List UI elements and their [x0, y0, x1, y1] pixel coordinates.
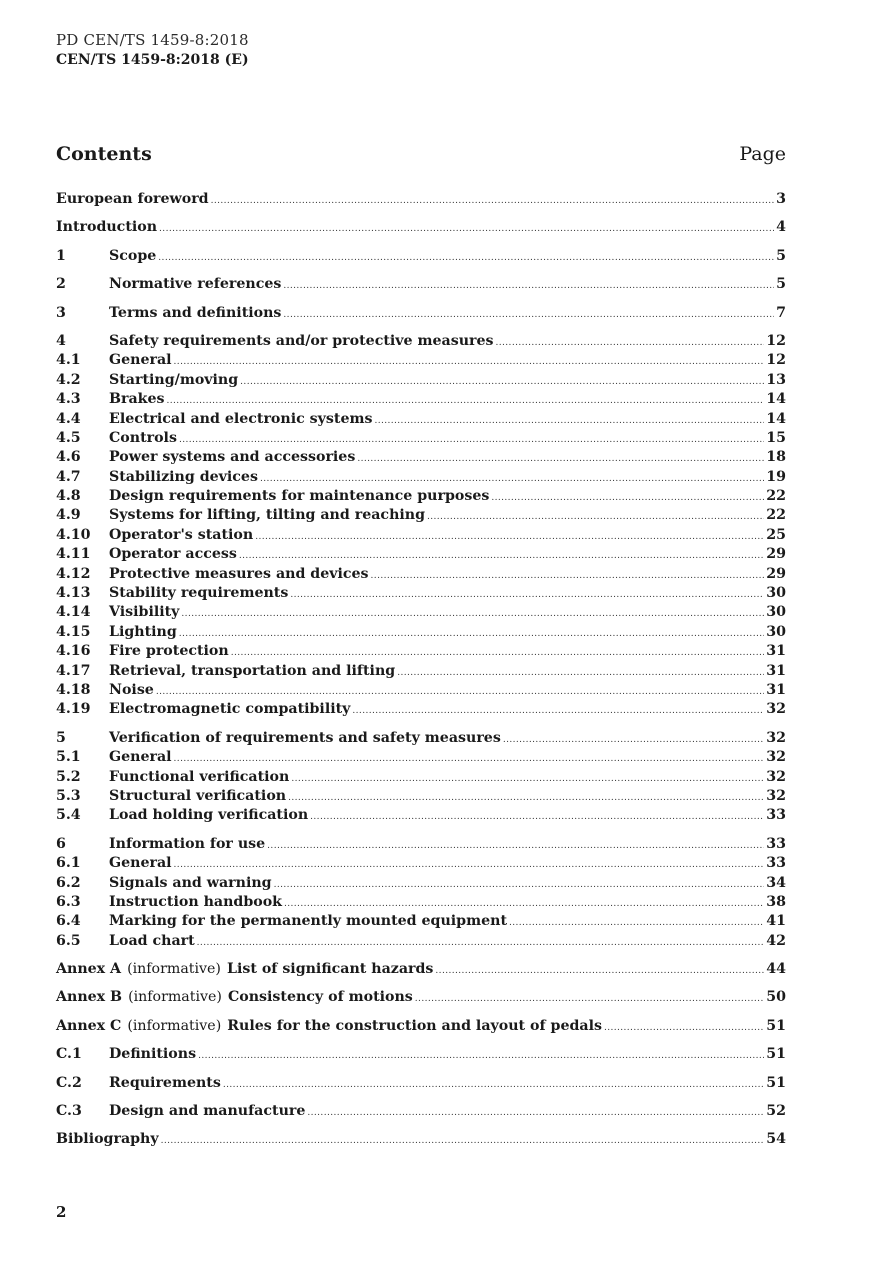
dot-leader [509, 914, 764, 933]
dot-leader [604, 1019, 764, 1038]
toc-entry-title: Noise [109, 681, 154, 698]
toc-entry-page: 25 [766, 526, 786, 543]
toc-entry-title: General [109, 749, 172, 766]
toc-entry-number: 6.5 [56, 932, 81, 949]
dot-leader [371, 567, 765, 586]
toc-entry-number: 4.17 [56, 662, 91, 679]
toc-entry-number: 4.2 [56, 371, 81, 388]
toc-entry-title: Normative references [109, 276, 282, 293]
toc-entry-page: 30 [766, 604, 786, 621]
dot-leader [197, 934, 765, 953]
toc-entry-title: Functional verification [109, 768, 290, 785]
toc-entry-title: Load chart [109, 932, 195, 949]
toc-entry-number: 6.1 [56, 855, 81, 872]
toc-entry-title: Marking for the permanently mounted equipment [109, 913, 508, 930]
toc-entry-title: Consistency of motions [227, 989, 413, 1006]
toc-entry-page: 22 [766, 507, 786, 524]
annex-label: Annex C [56, 1017, 122, 1034]
toc-entry-page: 33 [766, 835, 786, 852]
dot-leader [211, 192, 774, 211]
toc-entry-page: 30 [766, 585, 786, 602]
annex-informative-label: (informative) [128, 989, 222, 1006]
toc-entry-title: Introduction [56, 219, 158, 236]
dot-leader [223, 1076, 764, 1095]
dot-leader [267, 837, 764, 856]
toc-entry[interactable] [56, 960, 786, 979]
dot-leader [274, 876, 765, 895]
toc-entry-title: Structural verification [109, 787, 287, 804]
dot-leader [198, 1047, 764, 1066]
toc-entry-page: 19 [766, 468, 786, 485]
toc-entry-number: 2 [56, 276, 66, 293]
toc-entry-title: Scope [109, 247, 157, 264]
toc-entry[interactable] [56, 371, 786, 390]
toc-entry-number: 4.3 [56, 391, 81, 408]
dot-leader [415, 990, 764, 1009]
toc-entry[interactable] [56, 1102, 786, 1121]
toc-entry-title: Starting/moving [109, 371, 239, 388]
toc-entry-title: Information for use [109, 835, 266, 852]
toc-entry-page: 51 [766, 1074, 786, 1091]
toc-entry-number: 6.4 [56, 913, 81, 930]
toc-entry-page: 7 [776, 304, 786, 321]
toc-entry-page: 31 [766, 681, 786, 698]
toc-entry-page: 41 [766, 913, 786, 930]
toc-entry-number: 1 [56, 247, 66, 264]
toc-entry-title: General [109, 352, 172, 369]
toc-entry-number: 6.3 [56, 893, 81, 910]
toc-entry[interactable] [56, 506, 786, 525]
toc-entry-title: Design requirements for maintenance purposes [109, 488, 490, 505]
toc-entry-number: 4.4 [56, 410, 81, 427]
toc-entry-title: Controls [109, 429, 177, 446]
dot-leader [435, 962, 764, 981]
toc-entry-page: 13 [766, 371, 786, 388]
toc-entry-page: 42 [766, 932, 786, 949]
toc-entry-page: 14 [766, 391, 786, 408]
dot-leader [283, 277, 774, 296]
dot-leader [255, 528, 764, 547]
toc-entry[interactable] [56, 584, 786, 603]
toc-entry-number: 6 [56, 835, 66, 852]
toc-entry[interactable] [56, 526, 786, 545]
document-id-line-2: CEN/TS 1459-8:2018 (E) [56, 52, 249, 68]
toc-entry-title: Definitions [109, 1046, 197, 1063]
toc-entry-title: Visibility [109, 604, 180, 621]
dot-leader [240, 373, 764, 392]
dot-leader [307, 1104, 764, 1123]
toc-entry-page: 38 [766, 893, 786, 910]
toc-entry[interactable] [56, 912, 786, 931]
toc-entry-title: Stability requirements [109, 585, 289, 602]
annex-label: Annex B [56, 989, 123, 1006]
dot-leader [179, 625, 764, 644]
toc-entry[interactable] [56, 874, 786, 893]
toc-entry-title: Operator access [109, 546, 237, 563]
toc-entry-title: Systems for lifting, tilting and reaching [109, 507, 426, 524]
toc-entry-page: 5 [776, 276, 786, 293]
toc-entry-number: 4.13 [56, 585, 91, 602]
annex-label: Annex A [56, 961, 122, 978]
toc-entry-number: 4.12 [56, 565, 91, 582]
dot-leader [174, 353, 765, 372]
toc-entry[interactable] [56, 932, 786, 951]
toc-entry-title: Load holding verification [109, 807, 309, 824]
toc-entry-page: 51 [766, 1017, 786, 1034]
toc-entry-page: 32 [766, 787, 786, 804]
dot-leader [158, 249, 774, 268]
toc-entry[interactable] [56, 565, 786, 584]
dot-leader [283, 306, 774, 325]
toc-entry-page: 34 [766, 874, 786, 891]
toc-entry-number: 4.6 [56, 449, 81, 466]
dot-leader [181, 605, 764, 624]
toc-entry-title: Verification of requirements and safety measures [109, 729, 501, 746]
toc-entry-title: Signals and warning [109, 874, 272, 891]
toc-entry-number: 3 [56, 304, 66, 321]
toc-entry[interactable] [56, 545, 786, 564]
dot-leader [397, 664, 764, 683]
toc-entry[interactable] [56, 835, 786, 854]
toc-entry-number: 5.2 [56, 768, 81, 785]
toc-entry-number: 6.2 [56, 874, 81, 891]
toc-entry[interactable] [56, 410, 786, 429]
document-id-line-1: PD CEN/TS 1459-8:2018 [56, 31, 249, 49]
toc-entry-title: Safety requirements and/or protective measures [109, 332, 494, 349]
toc-entry-title: Electromagnetic compatibility [109, 701, 351, 718]
toc-entry[interactable] [56, 854, 786, 873]
toc-entry-title: Design and manufacture [109, 1103, 306, 1120]
toc-entry[interactable] [56, 218, 786, 237]
toc-entry-number: 4.9 [56, 507, 81, 524]
toc-entry[interactable] [56, 748, 786, 767]
toc-entry-title: Electrical and electronic systems [109, 410, 373, 427]
toc-entry-page: 44 [766, 961, 786, 978]
toc-entry-page: 30 [766, 623, 786, 640]
dot-leader [496, 334, 765, 353]
toc-entry[interactable] [56, 1074, 786, 1093]
toc-entry-number: 4.8 [56, 488, 81, 505]
toc-entry-page: 29 [766, 546, 786, 563]
toc-entry-title: Operator's station [109, 526, 254, 543]
toc-entry[interactable] [56, 1045, 786, 1064]
dot-leader [503, 731, 764, 750]
annex-informative-label: (informative) [127, 961, 221, 978]
toc-entry-number: C.2 [56, 1074, 82, 1091]
toc-entry-number: 4.7 [56, 468, 81, 485]
toc-entry[interactable] [56, 768, 786, 787]
toc-entry-title: List of significant hazards [226, 961, 434, 978]
toc-entry[interactable] [56, 275, 786, 294]
toc-entry[interactable] [56, 1017, 786, 1036]
toc-entry-page: 32 [766, 701, 786, 718]
toc-entry-number: 4.16 [56, 643, 91, 660]
toc-entry-page: 31 [766, 643, 786, 660]
toc-entry-page: 29 [766, 565, 786, 582]
dot-leader [427, 508, 764, 527]
toc-entry-page: 18 [766, 449, 786, 466]
toc-entry-number: 4.1 [56, 352, 81, 369]
toc-entry-page: 54 [766, 1131, 786, 1148]
toc-entry-page: 22 [766, 488, 786, 505]
toc-entry[interactable] [56, 390, 786, 409]
toc-entry-title: General [109, 855, 172, 872]
toc-entry[interactable] [56, 332, 786, 351]
toc-entry[interactable] [56, 429, 786, 448]
toc-entry[interactable] [56, 190, 786, 209]
dot-leader [159, 220, 774, 239]
toc-entry[interactable] [56, 603, 786, 622]
toc-entry-title: Rules for the construction and layout of pedals [227, 1017, 602, 1034]
toc-entry-page: 31 [766, 662, 786, 679]
page-column-label: Page [739, 143, 786, 165]
toc-entry[interactable] [56, 487, 786, 506]
dot-leader [491, 489, 764, 508]
toc-entry-page: 12 [766, 332, 786, 349]
toc-entry-page: 5 [776, 247, 786, 264]
toc-entry-title: Power systems and accessories [109, 449, 356, 466]
toc-entry-title: Instruction handbook [109, 893, 283, 910]
page-number: 2 [56, 1203, 67, 1221]
dot-leader [288, 789, 764, 808]
toc-entry[interactable] [56, 623, 786, 642]
toc-entry-number: 4.18 [56, 681, 91, 698]
toc-entry-page: 32 [766, 768, 786, 785]
toc-entry-page: 12 [766, 352, 786, 369]
toc-entry[interactable] [56, 988, 786, 1007]
toc-entry-title: Fire protection [109, 643, 229, 660]
toc-entry-page: 4 [776, 219, 786, 236]
toc-entry-page: 32 [766, 749, 786, 766]
toc-entry-page: 33 [766, 807, 786, 824]
toc-entry-page: 50 [766, 989, 786, 1006]
toc-entry[interactable] [56, 304, 786, 323]
toc-entry[interactable] [56, 729, 786, 748]
toc-entry[interactable] [56, 681, 786, 700]
dot-leader [291, 770, 764, 789]
toc-entry[interactable] [56, 448, 786, 467]
toc-entry[interactable] [56, 1130, 786, 1149]
toc-entry-number: C.1 [56, 1046, 82, 1063]
toc-entry[interactable] [56, 662, 786, 681]
toc-entry-title: Bibliography [56, 1131, 159, 1148]
dot-leader [352, 702, 764, 721]
annex-informative-label: (informative) [127, 1017, 222, 1034]
toc-entry-number: 4.11 [56, 546, 91, 563]
toc-entry-page: 14 [766, 410, 786, 427]
toc-entry-title: Retrieval, transportation and lifting [109, 662, 396, 679]
dot-leader [161, 1132, 765, 1151]
toc-entry-title: Terms and definitions [109, 304, 282, 321]
toc-entry-number: 4.10 [56, 526, 91, 543]
toc-entry-page: 15 [766, 429, 786, 446]
toc-entry-number: 5.1 [56, 749, 81, 766]
toc-entry-number: C.3 [56, 1103, 82, 1120]
toc-entry-number: 4.19 [56, 701, 91, 718]
toc-entry-page: 52 [766, 1103, 786, 1120]
toc-entry-page: 32 [766, 729, 786, 746]
contents-heading: Contents [56, 143, 152, 165]
toc-entry-number: 5.3 [56, 787, 81, 804]
toc-entry[interactable] [56, 806, 786, 825]
dot-leader [357, 450, 764, 469]
toc-entry-title: European foreword [56, 191, 209, 207]
toc-entry-page: 33 [766, 855, 786, 872]
toc-entry-number: 5 [56, 729, 66, 746]
toc-entry[interactable] [56, 787, 786, 806]
toc-entry-number: 4.5 [56, 429, 81, 446]
dot-leader [310, 808, 764, 827]
toc-entry-page: 51 [766, 1046, 786, 1063]
toc-entry-number: 4.14 [56, 604, 91, 621]
dot-leader [290, 586, 764, 605]
toc-entry-number: 4 [56, 332, 66, 349]
toc-entry[interactable] [56, 893, 786, 912]
toc-entry[interactable] [56, 700, 786, 719]
toc-entry-number: 5.4 [56, 807, 81, 824]
dot-leader [374, 412, 764, 431]
toc-entry-page: 3 [776, 191, 786, 207]
toc-entry[interactable] [56, 247, 786, 266]
toc-entry-title: Protective measures and devices [109, 565, 369, 582]
toc-entry-title: Requirements [109, 1074, 221, 1091]
toc-entry-number: 4.15 [56, 623, 91, 640]
toc-entry[interactable] [56, 642, 786, 661]
toc-entry-title: Brakes [109, 391, 165, 408]
toc-entry-title: Stabilizing devices [109, 468, 258, 485]
toc-entry-title: Lighting [109, 623, 177, 640]
table-of-contents [56, 190, 786, 1150]
toc-entry[interactable] [56, 468, 786, 487]
toc-entry[interactable] [56, 351, 786, 370]
